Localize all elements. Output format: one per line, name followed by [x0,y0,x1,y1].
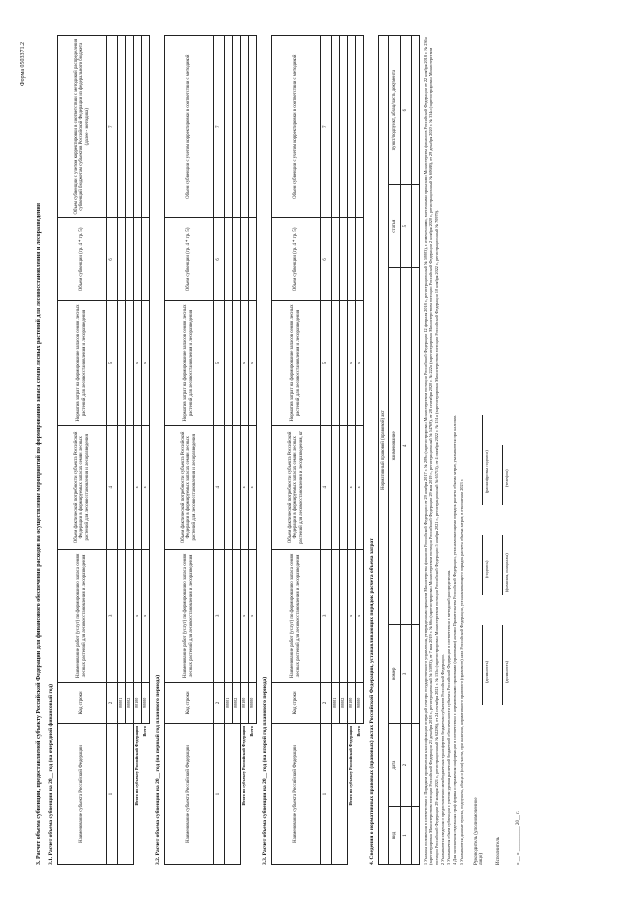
phone-caption: (телефон) [503,469,509,487]
table-row [118,36,126,865]
data-cell[interactable] [332,301,340,425]
data-cell[interactable] [340,301,348,425]
total-label: Итого по субъекту Российской Федерации [241,724,249,865]
grand-total-row [356,36,364,865]
table-row [225,36,233,865]
row-code: 00100 [348,682,356,723]
data-cell[interactable] [249,218,257,301]
data-cell[interactable] [233,36,241,218]
footnote: 4 Для заполнения отдельных граф формы и отражения информации в соответствии с нормативными правовыми (правовыми) актами Правительства Российской Федерации, устанавливающими порядок расчета объема затрат, указываются при наличии. [452,414,458,865]
data-cell[interactable] [118,550,126,683]
x-cell: х [134,425,142,549]
col-header: номер [389,624,401,723]
x-cell: х [142,301,150,425]
head-position-line[interactable] [482,625,483,705]
row-code: 00002 [340,682,348,723]
table-row [412,36,420,865]
col-number: 3 [214,550,225,683]
data-cell[interactable] [233,425,241,549]
exec-phone-line[interactable] [502,445,503,505]
col-header: Наименование работ (услуг) по формированию запаса семян лесных растений для лесовосстановления и лесоразведения [58,550,107,683]
col-header: Код строки [165,682,214,723]
grand-total-label: Всего [249,724,257,865]
total-row [348,36,356,865]
col-header: Норматив затрат на формирование запасов семян лесных растений для лесовосстановления и лесоразведения [272,301,321,425]
row-code: 00002 [126,682,134,723]
data-cell[interactable] [225,301,233,425]
col-number: 6 [214,218,225,301]
col-header: Код строки [272,682,321,723]
decode-caption: (расшифровка подписи) [483,450,489,493]
col-header: Объем субвенции (гр. 4 * гр. 5) [58,218,107,301]
fio-caption: (фамилия, инициалы) [503,553,509,592]
x-cell: х [241,301,249,425]
col-number: 1 [401,806,412,864]
data-cell[interactable] [412,806,420,864]
col-number: 5 [401,185,412,268]
col-number: 3 [107,550,118,683]
data-cell[interactable] [412,724,420,807]
x-cell: х [249,550,257,683]
col-header: Объем субвенции с учетом корректировки в соответствии с методикой [272,36,321,218]
data-cell[interactable] [348,218,356,301]
signature-block [470,35,530,865]
data-cell[interactable] [142,36,150,218]
data-cell[interactable] [340,550,348,683]
data-cell[interactable] [126,218,134,301]
x-cell: х [356,425,364,549]
x-cell: х [249,301,257,425]
col-header: дата [389,724,401,807]
col-header: Норматив затрат на формирование запасов семян лесных растений для лесовосстановления и лесоразведения [58,301,107,425]
col-header: Наименование субъекта Российской Федерации [165,724,214,865]
subject-cell[interactable] [225,724,241,865]
col-number: 7 [321,36,332,218]
col-header: Объем фактической потребности субъекта Российской Федерации в формируемых запасах семян лесных растений для лесовосстановления и лесоразведения [165,425,214,549]
head-decode-line[interactable] [482,415,483,505]
grand-total-row [142,36,150,865]
col-header: Наименование работ (услуг) по формированию запаса семян лесных растений для лесовосстановления и лесоразведения [272,550,321,683]
data-cell[interactable] [412,624,420,723]
data-cell[interactable] [233,301,241,425]
data-cell[interactable] [118,425,126,549]
section-3-1-title: 3.1. Расчет объема субвенции на 20__ год (на очередной финансовый год) [48,683,54,865]
position-caption: (должность) [503,661,509,683]
date-line[interactable]: « __ » __________ 20__ г. [515,811,521,865]
col-number: 1 [107,724,118,865]
table-3-1 [57,35,150,865]
col-number: 7 [214,36,225,218]
col-number: 6 [321,218,332,301]
row-code: 90000 [249,682,257,723]
data-cell[interactable] [249,36,257,218]
data-cell[interactable] [241,218,249,301]
x-cell: х [142,550,150,683]
data-cell[interactable] [126,36,134,218]
document-body [22,35,530,865]
col-header: вид [389,806,401,864]
section-3-2-title: 3.2. Расчет объема субвенции на 20__ год (на первый год планового периода) [155,674,161,865]
col-header: пункт/подпункт, абзац/часть документа [389,36,401,185]
table-3-3 [271,35,364,865]
row-code: 90000 [356,682,364,723]
section-3-3-title: 3.3. Расчет объема субвенции на 20__ год (на второй год планового периода) [262,676,268,865]
x-cell: х [348,550,356,683]
col-header: Наименование субъекта Российской Федерации [272,724,321,865]
exec-label: Исполнитель [495,837,501,865]
col-number: 5 [107,301,118,425]
col-number: 2 [321,682,332,723]
data-cell[interactable] [412,185,420,268]
col-header: Наименование работ (услуг) по формированию запаса семян лесных растений для лесовосстановления и лесоразведения [165,550,214,683]
col-number: 4 [401,268,412,624]
col-header: Объем субвенции с учетом корректировки в соответствии с методикой распределения субвенций бюджетам субъектов Российской Федерации из федерального бюджета (далее - методика) [58,36,107,218]
data-cell[interactable] [118,36,126,218]
col-number: 3 [401,624,412,723]
data-cell[interactable] [225,425,233,549]
section-heading: 3. Расчет объема субвенции, предоставляемой субъекту Российской Федерации для финансового обеспечения расходов на осуществление мероприятий по формированию запаса семян лесных растений для лесовосстановления и лесоразведения [36,202,42,865]
data-cell[interactable] [332,36,340,218]
table-row [332,36,340,865]
col-number: 4 [107,425,118,549]
col-number: 1 [214,724,225,865]
data-cell[interactable] [412,268,420,624]
col-number: 4 [321,425,332,549]
data-cell[interactable] [225,36,233,218]
col-number: 5 [214,301,225,425]
data-cell[interactable] [356,218,364,301]
x-cell: х [348,425,356,549]
row-code: 00001 [118,682,126,723]
col-number: 2 [401,724,412,807]
data-cell[interactable] [348,36,356,218]
row-code: 00002 [233,682,241,723]
subject-cell[interactable] [332,724,348,865]
data-cell[interactable] [142,218,150,301]
col-header: Объем субвенции (гр. 4 * гр. 5) [165,218,214,301]
data-cell[interactable] [233,218,241,301]
data-cell[interactable] [126,301,134,425]
col-header: Объем фактической потребности субъекта Российской Федерации в формируемых запасах семян лесных растений для лесовосстановления и лесоразведения, кг [272,425,321,549]
data-cell[interactable] [412,36,420,185]
data-cell[interactable] [134,218,142,301]
row-code: 00001 [225,682,233,723]
col-header: Объем субвенции с учетом корректировки в соответствии с методикой [165,36,214,218]
section-4-title: 4. Сведения о нормативных правовых (правовых) актах Российской Федерации, устанавливающих порядок расчета объема затрат [369,538,375,865]
data-cell[interactable] [332,425,340,549]
total-row [134,36,142,865]
data-cell[interactable] [225,218,233,301]
grand-total-label: Всего [142,724,150,865]
footnotes [423,35,464,865]
x-cell: х [241,425,249,549]
col-header: Объем субвенции (гр. 4 * гр. 5) [272,218,321,301]
col-header: Код строки [58,682,107,723]
col-number: 1 [321,724,332,865]
group-header: Нормативный правовой (правовой) акт [379,36,389,865]
data-cell[interactable] [233,550,241,683]
col-number: 6 [401,36,412,185]
col-number: 4 [214,425,225,549]
col-number: 5 [321,301,332,425]
data-cell[interactable] [340,218,348,301]
footnote: 1 Указаны положения в соответствии с Порядком применения классификации операций сектора государственного управления, утвержденным приказом Министерства финансов Российской Федерации от 29 ноября 2017 г. № 209н (зарегистрирован Министерством юстиции Российской Федерации 12 февраля 2018 г., регистрационный № 50003), с изменениями, внесенными приказами Министерства финансов Российской Федерации от 22 ноября 2018 г. № 236н (зарегистрирован Министерством юстиции Российской Федерации 21 декабря 2018 г., регистрационный № 53093), от 7 мая 2019 г. № 66н (зарегистрирован Министерством юстиции Российской Федерации 29 мая 2019 г., регистрационный № 54769), от 28 сентября 2020 г. № 222н (зарегистрирован Министерством юстиции Российской Федерации 2 ноября 2020 г., регистрационный № 60688), от 29 декабря 2020 г. № 334н (зарегистрирован Министерством юстиции Российской Федерации 29 января 2021 г., регистрационный № 62296), от 24 сентября 2021 г. № 135н (зарегистрирован Министерством юстиции Российской Федерации 5 ноября 2021 г., регистрационный № 65713), от 4 октября 2022 г. № 151н (зарегистрирован Министерством юстиции Российской Федерации 10 ноября 2022 г., регистрационный № 70979). [423,37,439,865]
row-code: 90000 [142,682,150,723]
x-cell: х [348,301,356,425]
x-cell: х [142,425,150,549]
data-cell[interactable] [356,36,364,218]
row-code: 00001 [332,682,340,723]
form-code: Форма 0503371.2 [20,42,26,87]
col-header: наименование [389,268,401,624]
table-3-2 [164,35,257,865]
grand-total-row [249,36,257,865]
x-cell: х [356,301,364,425]
data-cell[interactable] [126,550,134,683]
data-cell[interactable] [340,425,348,549]
total-label: Итого по субъекту Российской Федерации [134,724,142,865]
data-cell[interactable] [241,36,249,218]
data-cell[interactable] [332,550,340,683]
col-header: Наименование субъекта Российской Федерации [58,724,107,865]
row-code: 00100 [134,682,142,723]
x-cell: х [249,425,257,549]
footnote: 2 Указываются сведения о предоставлении межбюджетных трансфертов бюджетам субъектов Российской Федерации. [439,654,445,865]
col-header: Объем фактической потребности субъекта Российской Федерации в формируемых запасах семян лесных растений для лесовосстановления и лесоразведения [58,425,107,549]
row-code: 00100 [241,682,249,723]
position-caption: (должность) [483,661,489,683]
total-label: Итого по субъекту Российской Федерации [348,724,356,865]
head-sign-line[interactable] [482,535,483,595]
data-cell[interactable] [118,301,126,425]
x-cell: х [134,550,142,683]
exec-fio-line[interactable] [502,535,503,595]
grand-total-label: Всего [356,724,364,865]
total-row [241,36,249,865]
footnote: 3 Указывается объем субвенции с учетом уровня расчетной бюджетной обеспеченности субъекта Российской Федерации в соответствии с методикой распределения. [446,570,451,865]
footnote: 5 Указываются данные пункта, подпункта, абзаца и (или) части, при наличии, нормативного правового (правового) акта Российской Федерации, устанавливающего порядок расчета объема затрат, в отношении 2023 г. [458,478,464,865]
col-number: 2 [214,682,225,723]
data-cell[interactable] [225,550,233,683]
data-cell[interactable] [340,36,348,218]
data-cell[interactable] [118,218,126,301]
col-number: 7 [107,36,118,218]
col-number: 3 [321,550,332,683]
col-number: 6 [107,218,118,301]
subject-cell[interactable] [118,724,134,865]
data-cell[interactable] [134,36,142,218]
data-cell[interactable] [126,425,134,549]
exec-position-line[interactable] [502,625,503,705]
sign-caption: (подпись) [483,560,489,578]
col-header: Норматив затрат на формирование запасов семян лесных растений для лесовосстановления и лесоразведения [165,301,214,425]
x-cell: х [134,301,142,425]
data-cell[interactable] [332,218,340,301]
col-header: статья [389,185,401,268]
table-4 [378,35,420,865]
x-cell: х [356,550,364,683]
head-label: Руководитель (уполномоченное лицо) [473,797,484,865]
col-number: 2 [107,682,118,723]
x-cell: х [241,550,249,683]
